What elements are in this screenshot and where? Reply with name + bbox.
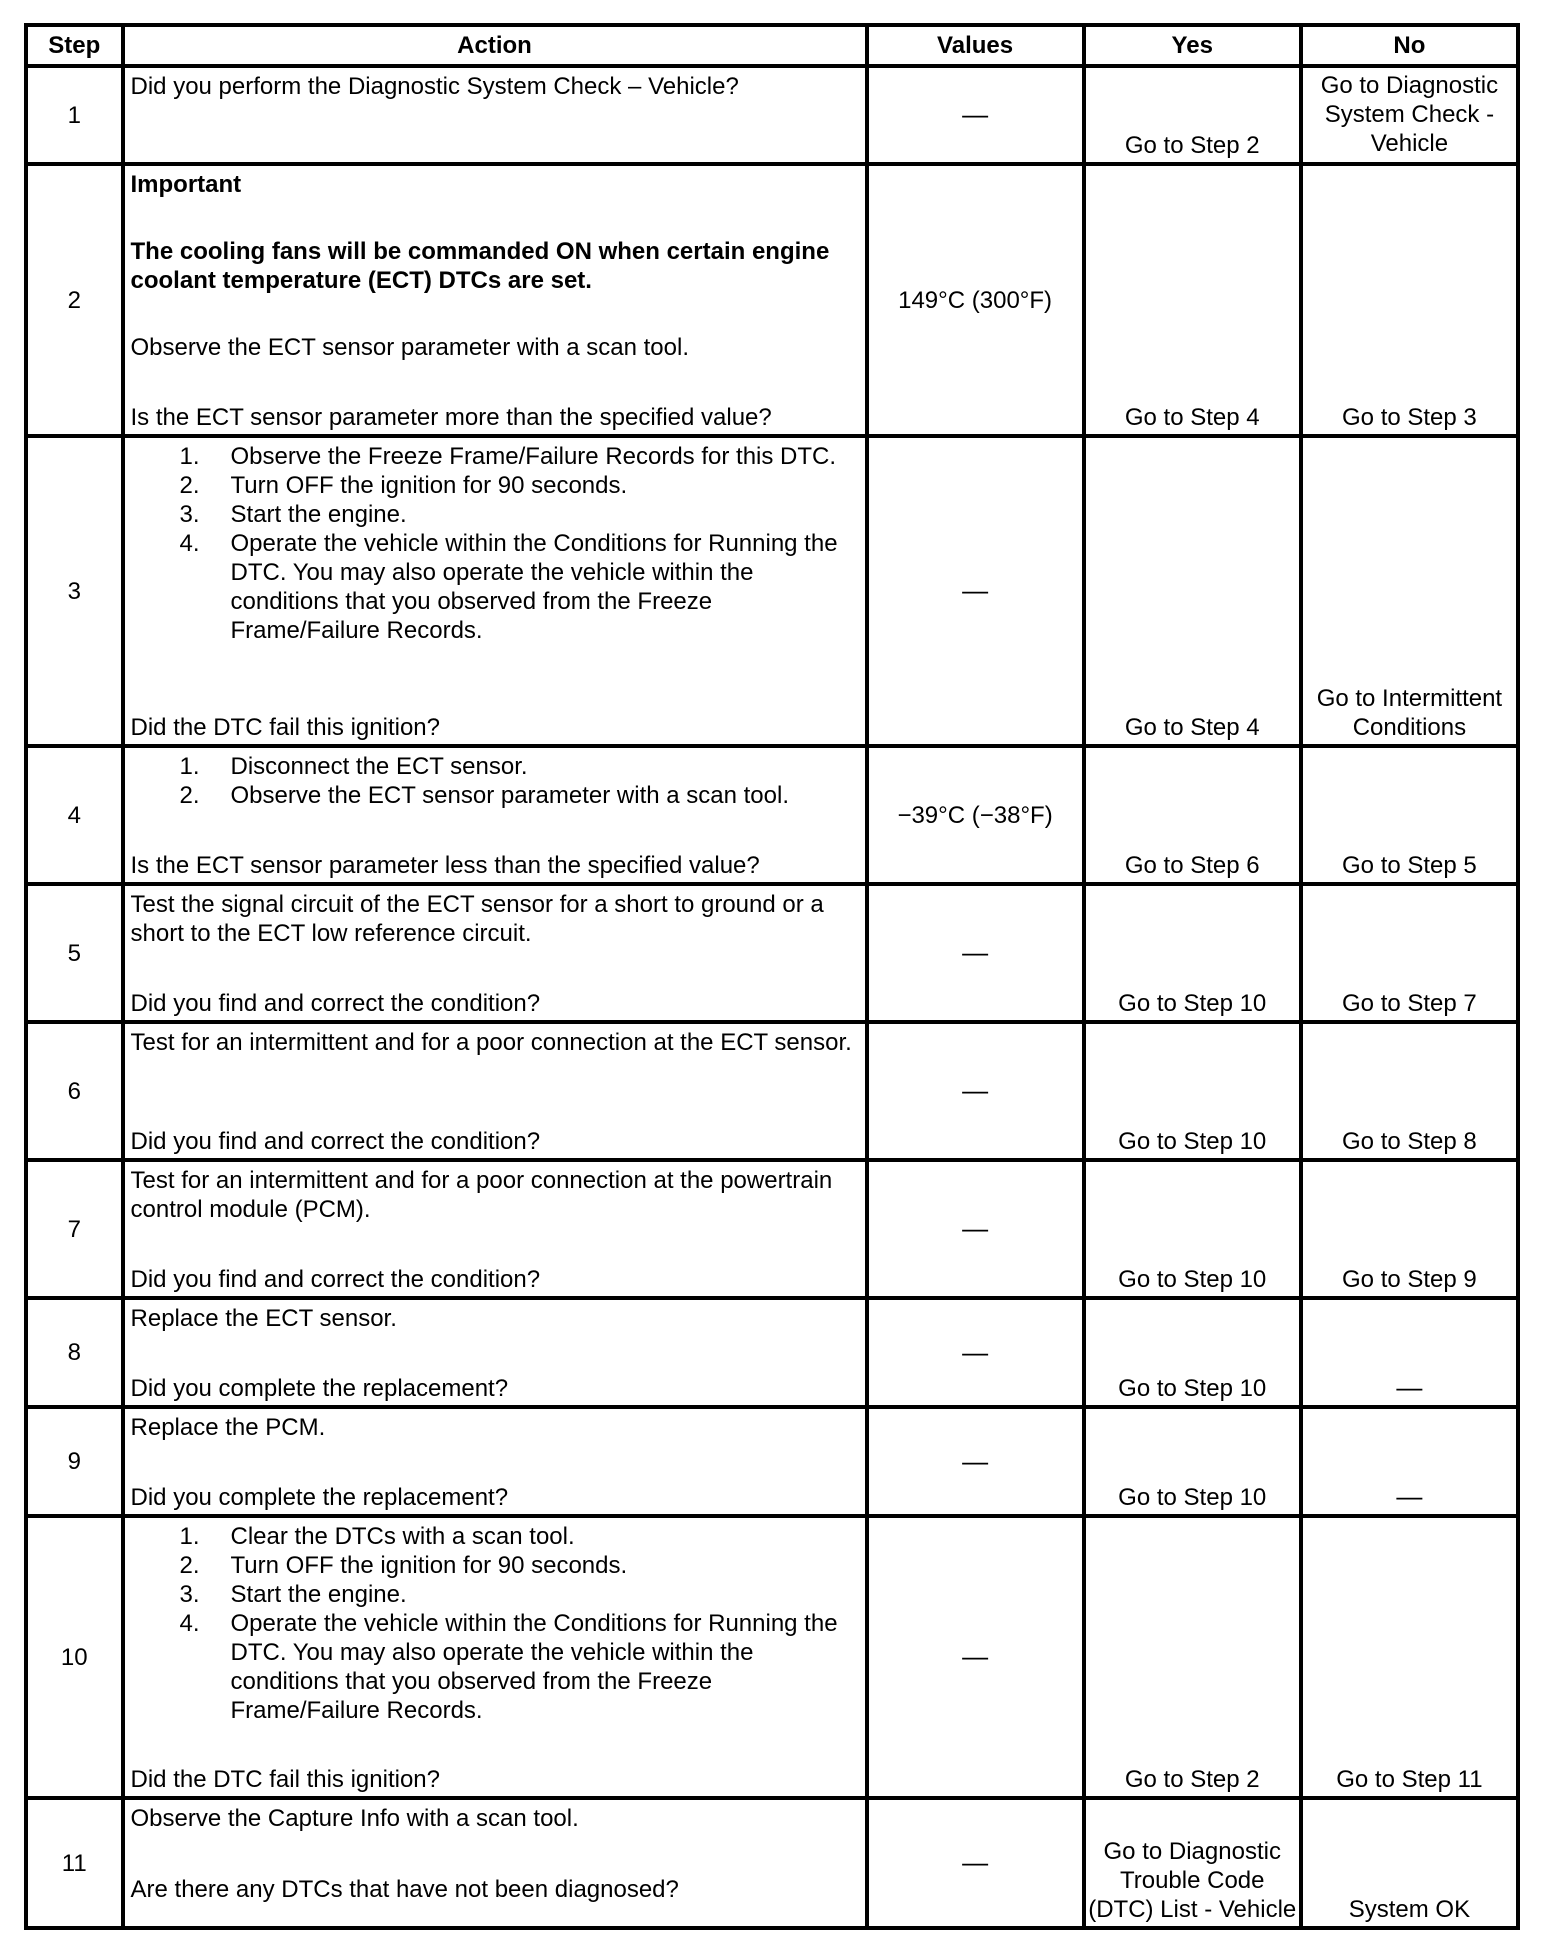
values-text: — <box>962 1336 989 1367</box>
yes-cell: Go to Step 10 <box>1084 1160 1301 1298</box>
values-cell <box>867 1407 1084 1516</box>
header-row <box>26 25 1518 66</box>
action-text: Observe the ECT sensor parameter with a scan tool. <box>130 334 689 361</box>
no-cell: Go to Step 7 <box>1301 884 1518 1022</box>
values-cell <box>867 1298 1084 1407</box>
no-cell: Go to Diagnostic System Check - Vehicle <box>1301 66 1518 164</box>
diagnostic-table <box>24 23 1520 1930</box>
table-row <box>26 1160 1518 1298</box>
values-text: — <box>962 937 989 967</box>
step-number: 3 <box>26 436 123 746</box>
yes-cell: Go to Step 10 <box>1084 1022 1301 1160</box>
yes-cell: Go to Step 4 <box>1084 164 1301 436</box>
list-item: 1. Disconnect the ECT sensor. <box>179 753 528 780</box>
action-question: Did you find and correct the condition? <box>130 990 541 1017</box>
no-cell: Go to Step 11 <box>1301 1516 1518 1798</box>
values-cell <box>867 884 1084 1022</box>
yes-cell: Go to Step 6 <box>1084 746 1301 884</box>
no-text: — <box>1396 1481 1423 1511</box>
action-cell <box>123 1407 867 1516</box>
list-item: 2. Observe the ECT sensor parameter with a scan tool. <box>179 782 789 809</box>
action-question: Are there any DTCs that have not been diagnosed? <box>130 1876 679 1903</box>
action-question: Did you find and correct the condition? <box>130 1128 541 1155</box>
action-text: Replace the ECT sensor. <box>130 1305 397 1332</box>
action-steps-list <box>131 442 859 645</box>
table-row <box>26 436 1518 746</box>
action-cell <box>123 1160 867 1298</box>
table-row <box>26 164 1518 436</box>
list-item: 2. Turn OFF the ignition for 90 seconds. <box>179 472 628 499</box>
step-number: 10 <box>26 1516 123 1798</box>
table-row <box>26 66 1518 164</box>
step-number: 2 <box>26 164 123 436</box>
action-steps-list <box>131 1522 859 1725</box>
yes-cell: Go to Step 10 <box>1084 1298 1301 1407</box>
table-row <box>26 1298 1518 1407</box>
no-cell: Go to Step 8 <box>1301 1022 1518 1160</box>
values-cell <box>867 1022 1084 1160</box>
step-number: 8 <box>26 1298 123 1407</box>
header-action: Action <box>123 25 867 66</box>
no-cell: Go to Step 3 <box>1301 164 1518 436</box>
action-text: Observe the Capture Info with a scan tool. <box>130 1805 579 1832</box>
action-question: Did you complete the replacement? <box>130 1484 509 1511</box>
list-item: 2. Turn OFF the ignition for 90 seconds. <box>179 1552 628 1579</box>
values-text: — <box>962 1213 989 1243</box>
important-label: Important <box>130 171 242 198</box>
step-number: 5 <box>26 884 123 1022</box>
important-text: The cooling fans will be commanded ON when certain engine coolant temperature (ECT) DTCs are set. <box>130 238 830 294</box>
no-cell <box>1301 1298 1518 1407</box>
values-text: −39°C (−38°F) <box>897 801 1053 829</box>
step-number: 11 <box>26 1798 123 1928</box>
yes-cell: Go to Step 2 <box>1084 66 1301 164</box>
values-cell <box>867 436 1084 746</box>
action-steps-list <box>131 752 859 810</box>
values-cell <box>867 1516 1084 1798</box>
table-row <box>26 1798 1518 1928</box>
table-row <box>26 884 1518 1022</box>
action-question: Did you find and correct the condition? <box>130 1266 541 1293</box>
action-text: Did you perform the Diagnostic System Check – Vehicle? <box>130 73 739 100</box>
values-cell <box>867 1160 1084 1298</box>
action-question: Did the DTC fail this ignition? <box>130 714 440 741</box>
step-number: 1 <box>26 66 123 164</box>
action-cell <box>123 66 867 164</box>
values-text: — <box>962 1445 989 1476</box>
action-cell <box>123 746 867 884</box>
header-values: Values <box>867 25 1084 66</box>
action-question: Is the ECT sensor parameter more than the specified value? <box>130 404 772 431</box>
values-text: — <box>962 99 989 129</box>
list-item: 4. Operate the vehicle within the Conditions for Running the DTC. You may also operate the vehicle within the conditions that you observed from the Freeze Frame/Failure Records. <box>179 1610 838 1724</box>
yes-cell: Go to Diagnostic Trouble Code (DTC) List - Vehicle <box>1084 1798 1301 1928</box>
values-cell <box>867 164 1084 436</box>
values-text: — <box>962 1847 989 1877</box>
list-item: 4. Operate the vehicle within the Conditions for Running the DTC. You may also operate the vehicle within the conditions that you observed from the Freeze Frame/Failure Records. <box>179 530 838 644</box>
yes-cell: Go to Step 4 <box>1084 436 1301 746</box>
action-cell <box>123 164 867 436</box>
values-text: — <box>962 1075 989 1105</box>
action-text: Replace the PCM. <box>130 1414 326 1441</box>
action-cell <box>123 436 867 746</box>
action-question: Did you complete the replacement? <box>130 1375 509 1402</box>
values-text: 149°C (300°F) <box>898 286 1053 314</box>
no-cell: Go to Step 9 <box>1301 1160 1518 1298</box>
list-item: 3. Start the engine. <box>179 1581 407 1608</box>
yes-cell: Go to Step 10 <box>1084 884 1301 1022</box>
action-text: Test the signal circuit of the ECT sensor for a short to ground or a short to the ECT low reference circuit. <box>130 891 824 947</box>
no-cell: Go to Intermittent Conditions <box>1301 436 1518 746</box>
list-item: 3. Start the engine. <box>179 501 407 528</box>
no-text: — <box>1396 1372 1423 1402</box>
values-cell <box>867 746 1084 884</box>
table-row <box>26 746 1518 884</box>
values-text: — <box>962 575 989 605</box>
header-no: No <box>1301 25 1518 66</box>
table-row <box>26 1407 1518 1516</box>
action-cell <box>123 1516 867 1798</box>
action-cell <box>123 1798 867 1928</box>
action-cell <box>123 884 867 1022</box>
header-step: Step <box>26 25 123 66</box>
values-cell <box>867 66 1084 164</box>
step-number: 6 <box>26 1022 123 1160</box>
action-text: Test for an intermittent and for a poor connection at the powertrain control module (PCM). <box>130 1167 833 1223</box>
no-cell: Go to Step 5 <box>1301 746 1518 884</box>
list-item: 1. Clear the DTCs with a scan tool. <box>179 1523 575 1550</box>
values-cell <box>867 1798 1084 1928</box>
action-cell <box>123 1298 867 1407</box>
step-number: 4 <box>26 746 123 884</box>
action-question: Did the DTC fail this ignition? <box>130 1766 440 1793</box>
yes-cell: Go to Step 10 <box>1084 1407 1301 1516</box>
action-text: Test for an intermittent and for a poor connection at the ECT sensor. <box>130 1029 852 1056</box>
header-yes: Yes <box>1084 25 1301 66</box>
list-item: 1. Observe the Freeze Frame/Failure Records for this DTC. <box>179 443 837 470</box>
step-number: 7 <box>26 1160 123 1298</box>
action-question: Is the ECT sensor parameter less than the specified value? <box>130 852 760 879</box>
step-number: 9 <box>26 1407 123 1516</box>
no-cell <box>1301 1407 1518 1516</box>
action-cell <box>123 1022 867 1160</box>
table-row <box>26 1516 1518 1798</box>
no-cell: System OK <box>1301 1798 1518 1928</box>
yes-cell: Go to Step 2 <box>1084 1516 1301 1798</box>
table-row <box>26 1022 1518 1160</box>
values-text: — <box>962 1641 989 1671</box>
